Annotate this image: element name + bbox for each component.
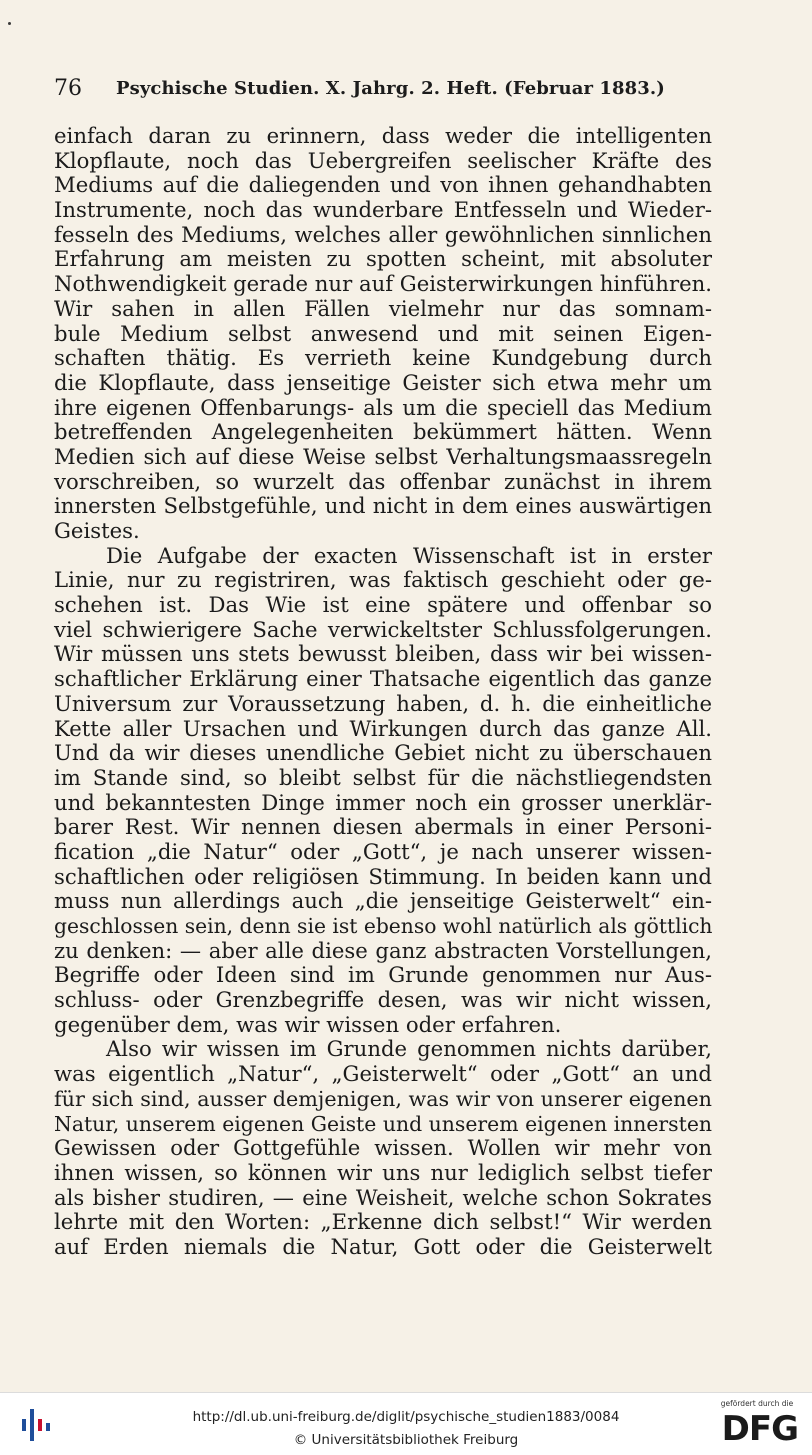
funder-badge [712,1399,802,1451]
text-line: Wir sahen in allen Fällen vielmehr nur das somnam- [54,295,712,321]
text-line: einfach daran zu erinnern, dass weder die intelligenten [54,123,712,148]
text-line: Kette aller Ursachen und Wirkungen durch das ganze All. [54,715,712,741]
text-line: ihre eigenen Offenbarungs- als um die speciell das Medium [54,394,712,420]
text-line: schaftlicher Erklärung einer Thatsache eigentlich das ganze [54,666,712,692]
text-line: lehrte mit den Worten: „Erkenne dich selbst!“ Wir werden [54,1209,712,1235]
text-line: Wir müssen uns stets bewusst bleiben, dass wir bei wissen- [54,641,712,667]
viewer-footer [0,1392,812,1455]
text-line: Mediums auf die daliegenden und von ihnen gehandhabten [54,172,712,198]
text-line: ihnen wissen, so können wir uns nur lediglich selbst tiefer [54,1159,712,1185]
text-line: auf Erden niemals die Natur, Gott oder die Geisterwelt [54,1233,712,1259]
scan-speck [8,22,11,25]
page-number: 76 [54,76,82,101]
text-line: Medien sich auf diese Weise selbst Verhaltungsmaassregeln [54,443,712,469]
text-line: geschlossen sein, denn sie ist ebenso wohl natürlich als göttlich [54,914,713,938]
text-line: Gewissen oder Gottgefühle wissen. Wollen wir mehr von [54,1135,712,1161]
text-line: was eigentlich „Natur“, „Geisterwelt“ oder „Gott“ an und [54,1061,712,1087]
journal-header-title: Psychische Studien. X. Jahrg. 2. Heft. (Februar 1883.) [116,78,665,99]
text-line: fesseln des Mediums, welches aller gewöhnlichen sinnlichen [54,221,712,247]
running-head [54,72,714,108]
text-line: Begriffe oder Ideen sind im Grunde genommen nur Aus- [54,962,712,988]
text-line: fication „die Natur“ oder „Gott“, je nach unserer wissen- [54,838,712,864]
text-line: die Klopflaute, dass jenseitige Geister sich etwa mehr um [54,369,712,395]
dfg-logo: DFG [721,1409,798,1449]
text-line: Erfahrung am meisten zu spotten scheint, mit absoluter [54,246,712,272]
body-text [54,124,712,1260]
text-line: als bisher studiren, — eine Weisheit, welche schon Sokrates [54,1184,712,1210]
page-url[interactable]: http://dl.ub.uni-freiburg.de/diglit/psychische_studien1883/0084 [192,1409,620,1425]
text-line: Universum zur Voraussetzung haben, d. h. die einheitliche [54,690,712,716]
text-line: schaften thätig. Es verrieth keine Kundgebung durch [54,345,712,371]
text-line: bule Medium selbst anwesend und mit seinen Eigen- [54,320,712,346]
text-line: betreffenden Angelegenheiten bekümmert hätten. Wenn [54,419,712,445]
text-line: Instrumente, noch das wunderbare Entfesseln und Wieder- [54,197,712,223]
text-line: innersten Selbstgefühle, und nicht in dem eines auswärtigen [54,493,712,519]
text-line: schehen ist. Das Wie ist eine spätere und offenbar so [54,592,712,618]
text-line: Linie, nur zu registriren, was faktisch geschieht oder ge- [54,567,712,593]
text-line: zu denken: — aber alle diese ganz abstracten Vorstellungen, [54,937,712,963]
text-line: im Stande sind, so bleibt selbst für die nächstliegendsten [54,764,712,790]
text-line: Klopflaute, noch das Uebergreifen seelischer Kräfte des [54,147,712,173]
funder-caption: gefördert durch die [720,1399,794,1408]
text-line: Geistes. [54,518,140,543]
text-line: schaftlichen oder religiösen Stimmung. In beiden kann und [54,863,712,889]
text-line: gegenüber dem, was wir wissen oder erfahren. [54,1011,562,1037]
text-line: Die Aufgabe der exacten Wissenschaft ist in erster [106,542,712,568]
text-line: viel schwierigere Sache verwickeltster Schlussfolgerungen. [54,616,712,642]
text-line: Nothwendigkeit gerade nur auf Geisterwirkungen hinführen. [54,271,712,297]
text-line: barer Rest. Wir nennen diesen abermals in einer Personi- [54,814,712,840]
text-line: Also wir wissen im Grunde genommen nichts darüber, [106,1036,712,1062]
text-line: Natur, unserem eigenen Geiste und unserem eigenen innersten [54,1111,712,1136]
copyright-notice: © Universitätsbibliothek Freiburg [293,1432,519,1448]
text-line: muss nun allerdings auch „die jenseitige Geisterwelt“ ein- [54,888,712,914]
text-line: vorschreiben, so wurzelt das offenbar zunächst in ihrem [54,468,712,494]
text-line: für sich sind, ausser demjenigen, was wir von unserer eigenen [54,1086,712,1111]
text-line: und bekanntesten Dinge immer noch ein grosser unerklär- [54,789,712,815]
text-line: schluss- oder Grenzbegriffe desen, was wir nicht wissen, [54,987,712,1013]
text-line: Und da wir dieses unendliche Gebiet nicht zu überschauen [54,740,712,766]
